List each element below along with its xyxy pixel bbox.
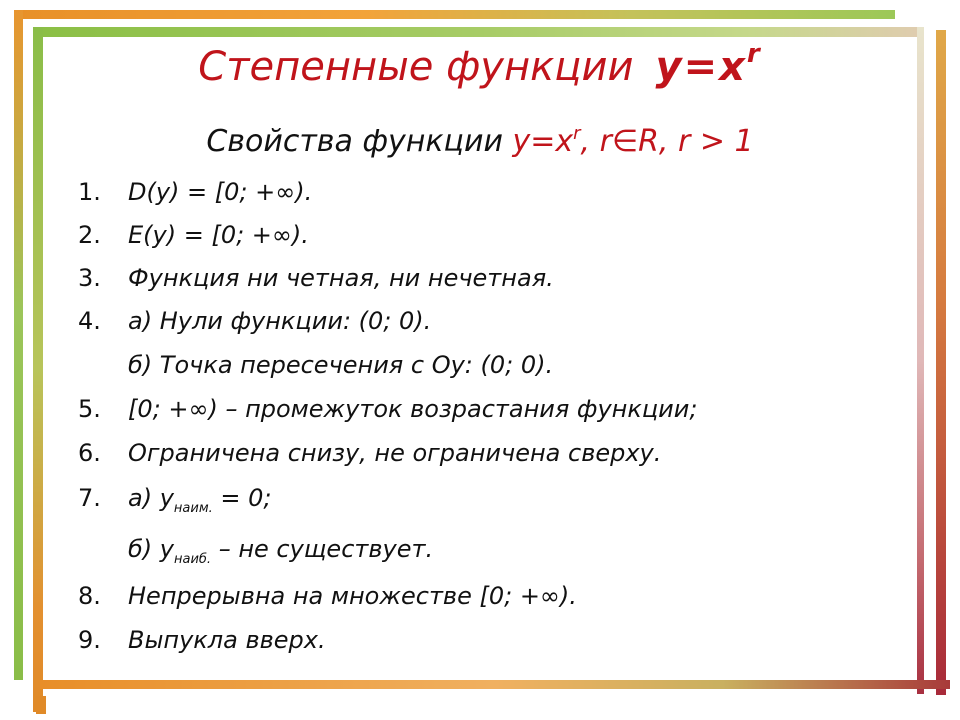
subtitle-formula-base: y=x — [512, 124, 574, 159]
item-text-post: = 0; — [212, 484, 272, 512]
title-text: Степенные функции — [198, 44, 634, 90]
item-number: 5. — [78, 395, 101, 423]
subtitle-lead: Свойства функции — [206, 124, 513, 159]
item-number: 6. — [78, 439, 101, 467]
item-text: а) Нули функции: (0; 0). — [128, 307, 432, 335]
title-formula-exponent: r — [746, 39, 762, 69]
item-number: 1. — [78, 178, 101, 206]
item-text: б) Точка пересечения с Оу: (0; 0). — [128, 351, 554, 379]
item-text — [128, 484, 272, 516]
item-number: 7. — [78, 484, 101, 512]
subtitle-formula-exponent: r — [573, 123, 581, 144]
item-text — [128, 535, 434, 567]
frame-left-bar — [14, 10, 23, 680]
item-number: 8. — [78, 582, 101, 610]
item-text: Функция ни четная, ни нечетная. — [128, 264, 554, 292]
subtitle-condition: , r∈R, r > 1 — [580, 124, 754, 159]
frame-bottom-inner-bar — [36, 696, 46, 714]
item-number: 9. — [78, 626, 101, 654]
frame-bottom-bar — [40, 680, 950, 689]
item-text: [0; +∞) – промежуток возрастания функции; — [128, 395, 698, 423]
title-formula-base: y=x — [655, 44, 747, 90]
item-subscript: наим. — [173, 501, 213, 516]
item-number: 4. — [78, 307, 101, 335]
section-heading — [0, 124, 960, 159]
item-text: E(y) = [0; +∞). — [128, 221, 309, 249]
item-text-post: – не существует. — [211, 535, 434, 563]
item-text: D(y) = [0; +∞). — [128, 178, 313, 206]
frame-top-bar — [15, 10, 895, 19]
item-text-pre: а) y — [128, 484, 174, 512]
item-number: 2. — [78, 221, 101, 249]
subtitle-formula — [512, 124, 753, 159]
frame-top-inner-bar — [38, 27, 923, 37]
item-number: 3. — [78, 264, 101, 292]
item-text: Непрерывна на множестве [0; +∞). — [128, 582, 577, 610]
page-title — [0, 39, 960, 90]
item-text: Выпукла вверх. — [128, 626, 326, 654]
title-formula — [655, 39, 762, 90]
item-subscript: наиб. — [174, 552, 212, 567]
item-text: Ограничена снизу, не ограничена сверху. — [128, 439, 662, 467]
item-text-pre: б) y — [128, 535, 174, 563]
